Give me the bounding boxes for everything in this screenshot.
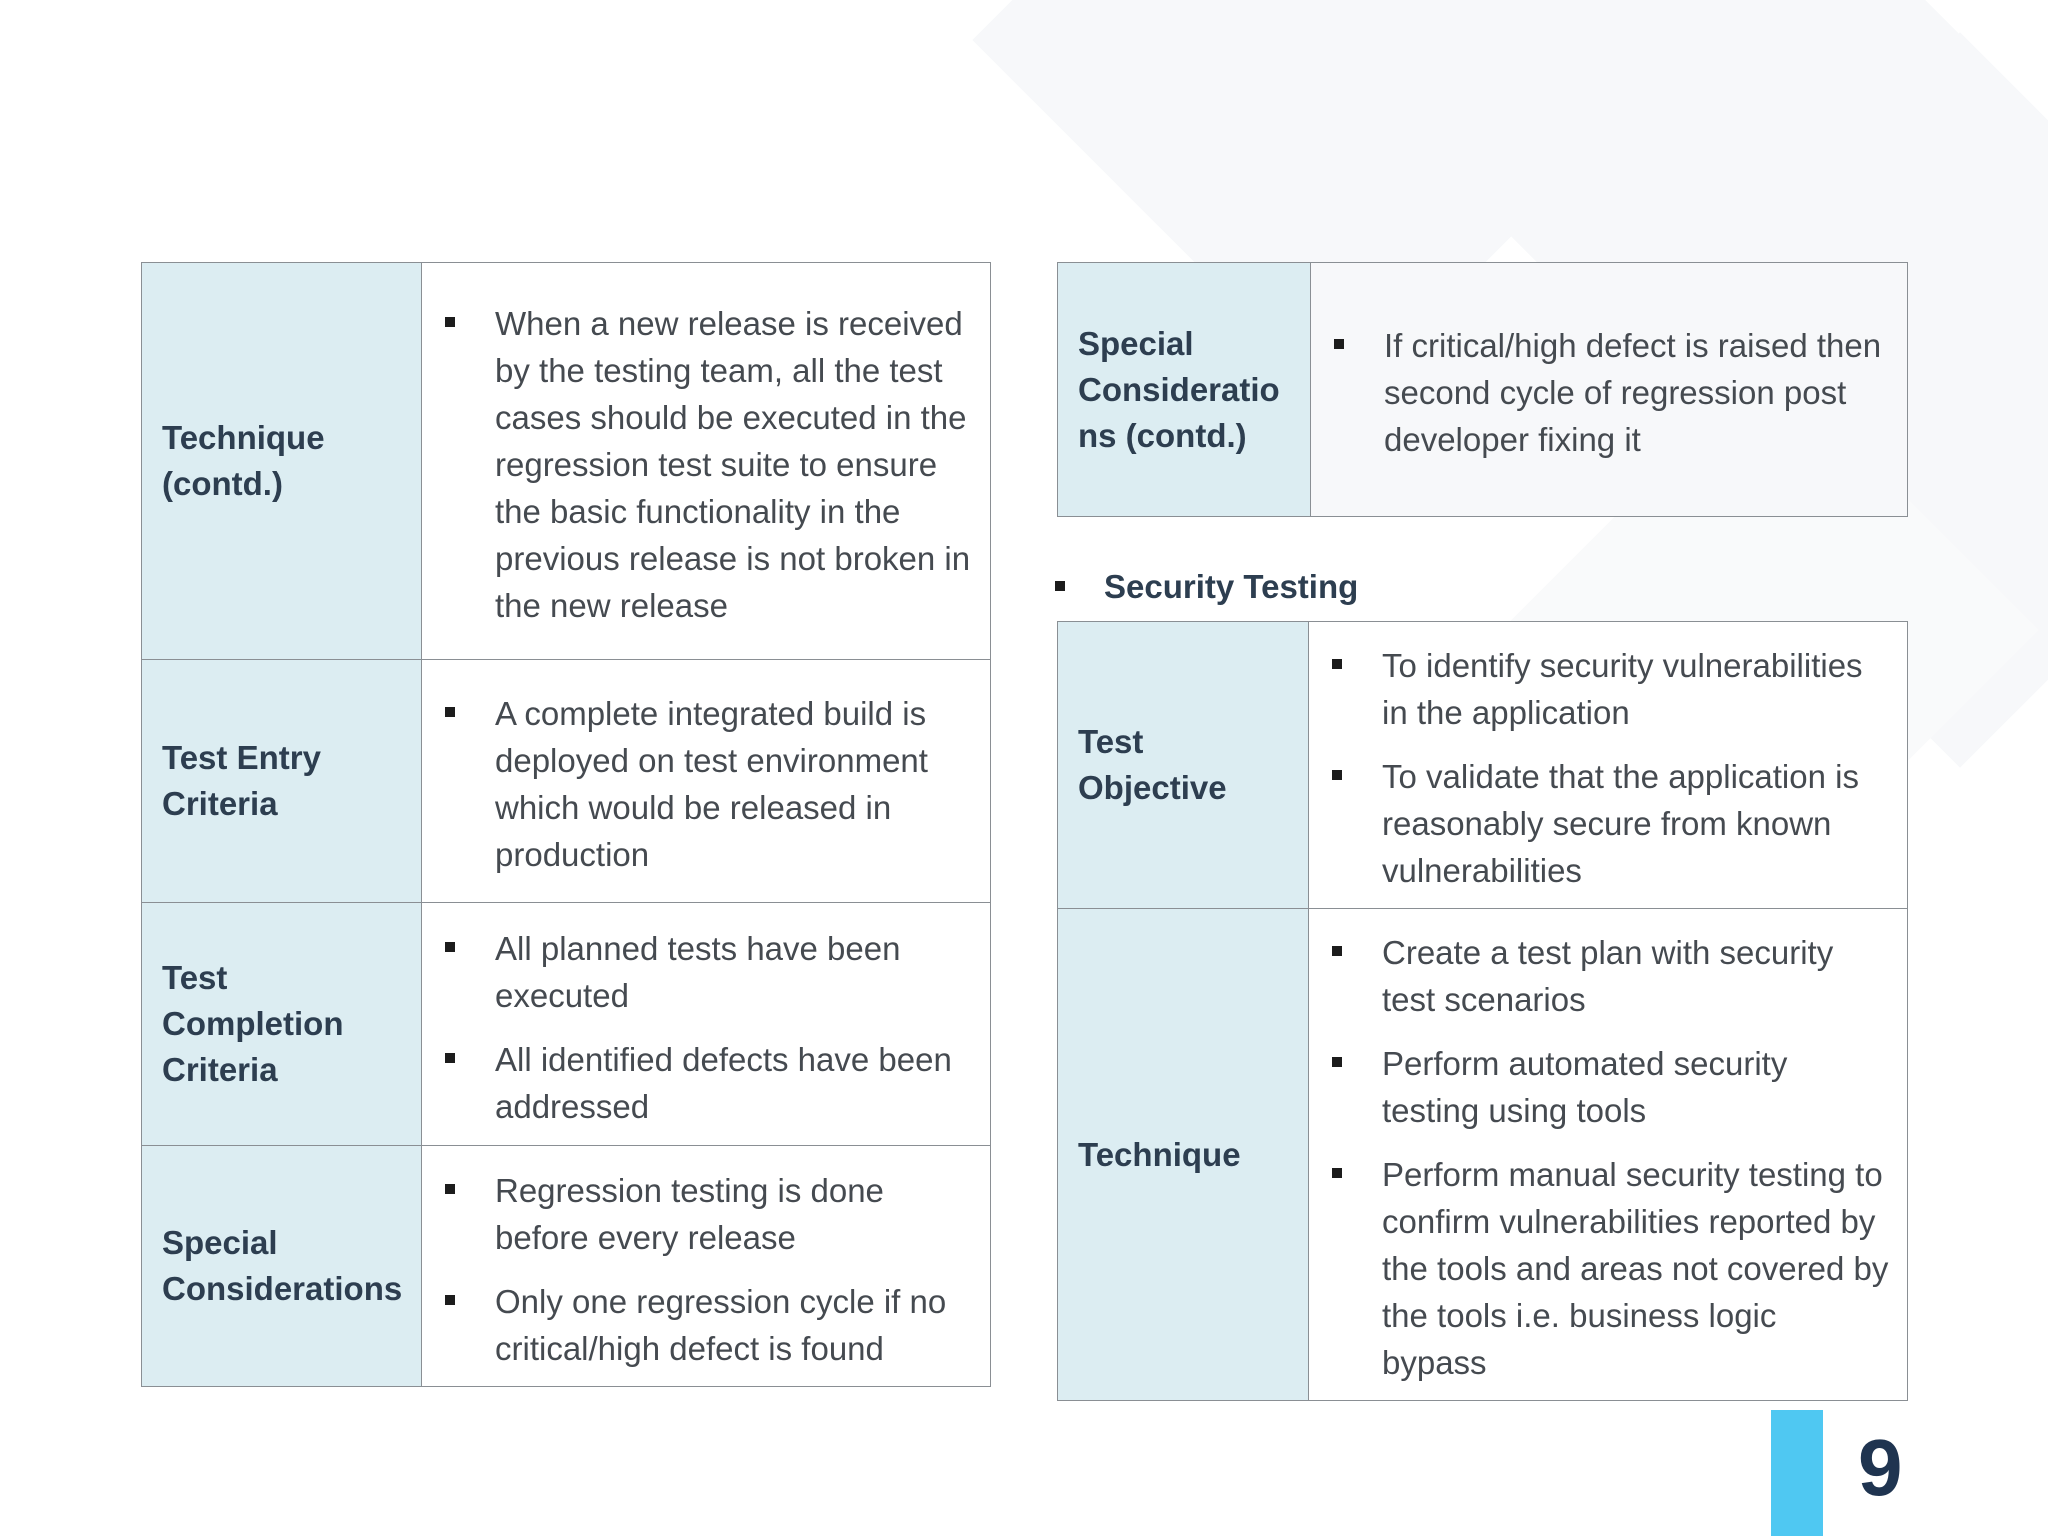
list-item: Only one regression cycle if no critical/high defect is found bbox=[442, 1278, 972, 1372]
list-item: To validate that the application is reasonably secure from known vulnerabilities bbox=[1329, 753, 1889, 894]
regression-testing-table bbox=[141, 262, 991, 1387]
list-item: Perform automated security testing using tools bbox=[1329, 1040, 1889, 1134]
page-number: 9 bbox=[1858, 1423, 1903, 1512]
bullet-list bbox=[1331, 322, 1889, 463]
bullet-list bbox=[1329, 929, 1889, 1386]
bullet-list bbox=[1329, 642, 1889, 894]
bullet-list bbox=[442, 690, 972, 878]
section-heading bbox=[1055, 563, 1358, 611]
row-label: Test Completion Criteria bbox=[142, 903, 422, 1146]
table-row bbox=[1058, 622, 1908, 909]
table-row bbox=[142, 263, 991, 660]
row-label: Technique (contd.) bbox=[142, 263, 422, 660]
row-label: Test Entry Criteria bbox=[142, 660, 422, 903]
bullet-list bbox=[442, 300, 972, 629]
row-content bbox=[422, 1146, 991, 1387]
row-label: Special Consideratio ns (contd.) bbox=[1058, 263, 1311, 517]
security-testing-table bbox=[1057, 621, 1908, 1401]
row-content bbox=[1309, 909, 1908, 1401]
bullet-list bbox=[442, 1167, 972, 1372]
row-content bbox=[422, 263, 991, 660]
accent-bar bbox=[1771, 1410, 1823, 1536]
row-content bbox=[422, 903, 991, 1146]
list-item: If critical/high defect is raised then second cycle of regression post developer fixing it bbox=[1331, 322, 1889, 463]
section-heading-text: Security Testing bbox=[1104, 568, 1359, 605]
table-row bbox=[1058, 263, 1908, 517]
table-row bbox=[142, 903, 991, 1146]
table-row bbox=[142, 660, 991, 903]
list-item: A complete integrated build is deployed on test environment which would be released in production bbox=[442, 690, 972, 878]
list-item: Regression testing is done before every release bbox=[442, 1167, 972, 1261]
table-row bbox=[1058, 909, 1908, 1401]
row-label: Test Objective bbox=[1058, 622, 1309, 909]
row-label: Technique bbox=[1058, 909, 1309, 1401]
row-label: Special Considerations bbox=[142, 1146, 422, 1387]
bullet-square-icon bbox=[1055, 581, 1065, 591]
row-content bbox=[422, 660, 991, 903]
list-item: All planned tests have been executed bbox=[442, 925, 972, 1019]
row-content bbox=[1309, 622, 1908, 909]
list-item: All identified defects have been addressed bbox=[442, 1036, 972, 1130]
list-item: To identify security vulnerabilities in the application bbox=[1329, 642, 1889, 736]
table-row bbox=[142, 1146, 991, 1387]
list-item: Perform manual security testing to confirm vulnerabilities reported by the tools and areas not covered by the tools i.e. business logic bypass bbox=[1329, 1151, 1889, 1386]
row-content bbox=[1311, 263, 1908, 517]
list-item: Create a test plan with security test scenarios bbox=[1329, 929, 1889, 1023]
bullet-list bbox=[442, 925, 972, 1130]
list-item: When a new release is received by the testing team, all the test cases should be executed in the regression test suite to ensure the basic functionality in the previous release is not broken in the new release bbox=[442, 300, 972, 629]
special-considerations-contd-table bbox=[1057, 262, 1908, 517]
